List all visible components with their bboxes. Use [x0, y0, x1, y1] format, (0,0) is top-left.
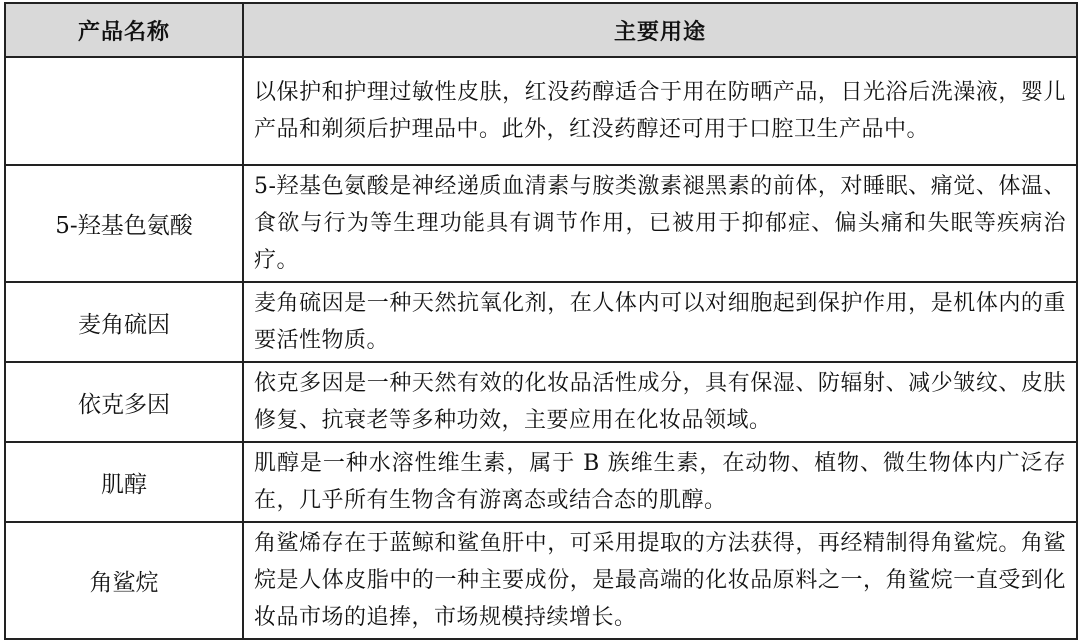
table-row	[5, 282, 1077, 362]
product-use-cell: 以保护和护理过敏性皮肤，红没药醇适合于用在防晒产品，日光浴后洗澡液，婴儿产品和剃须后护理品中。此外，红没药醇还可用于口腔卫生产品中。	[243, 57, 1077, 165]
product-use-cell: 角鲨烯存在于蓝鲸和鲨鱼肝中，可采用提取的方法获得，再经精制得角鲨烷。角鲨烷是人体皮脂中的一种主要成份，是最高端的化妆品原料之一，角鲨烷一直受到化妆品市场的追捧，市场规模持续增长。	[243, 522, 1077, 639]
table-row	[5, 165, 1077, 282]
table-row	[5, 57, 1077, 165]
product-use-cell: 麦角硫因是一种天然抗氧化剂，在人体内可以对细胞起到保护作用，是机体内的重要活性物质。	[243, 282, 1077, 362]
product-name-cell	[5, 57, 243, 165]
product-name-cell: 角鲨烷	[5, 522, 243, 639]
product-name-cell: 依克多因	[5, 362, 243, 442]
product-use-cell: 肌醇是一种水溶性维生素，属于 B 族维生素，在动物、植物、微生物体内广泛存在，几乎所有生物含有游离态或结合态的肌醇。	[243, 442, 1077, 522]
product-name-cell: 5-羟基色氨酸	[5, 165, 243, 282]
header-product-name: 产品名称	[5, 3, 243, 57]
product-use-cell: 5-羟基色氨酸是神经递质血清素与胺类激素褪黑素的前体，对睡眠、痛觉、体温、食欲与行为等生理功能具有调节作用，已被用于抑郁症、偏头痛和失眠等疾病治疗。	[243, 165, 1077, 282]
product-use-cell: 依克多因是一种天然有效的化妆品活性成分，具有保湿、防辐射、减少皱纹、皮肤修复、抗衰老等多种功效，主要应用在化妆品领域。	[243, 362, 1077, 442]
product-usage-table	[4, 2, 1078, 640]
product-name-cell: 麦角硫因	[5, 282, 243, 362]
table-row	[5, 522, 1077, 639]
table-header-row	[5, 3, 1077, 57]
header-main-use: 主要用途	[243, 3, 1077, 57]
product-name-cell: 肌醇	[5, 442, 243, 522]
table-row	[5, 442, 1077, 522]
table-row	[5, 362, 1077, 442]
